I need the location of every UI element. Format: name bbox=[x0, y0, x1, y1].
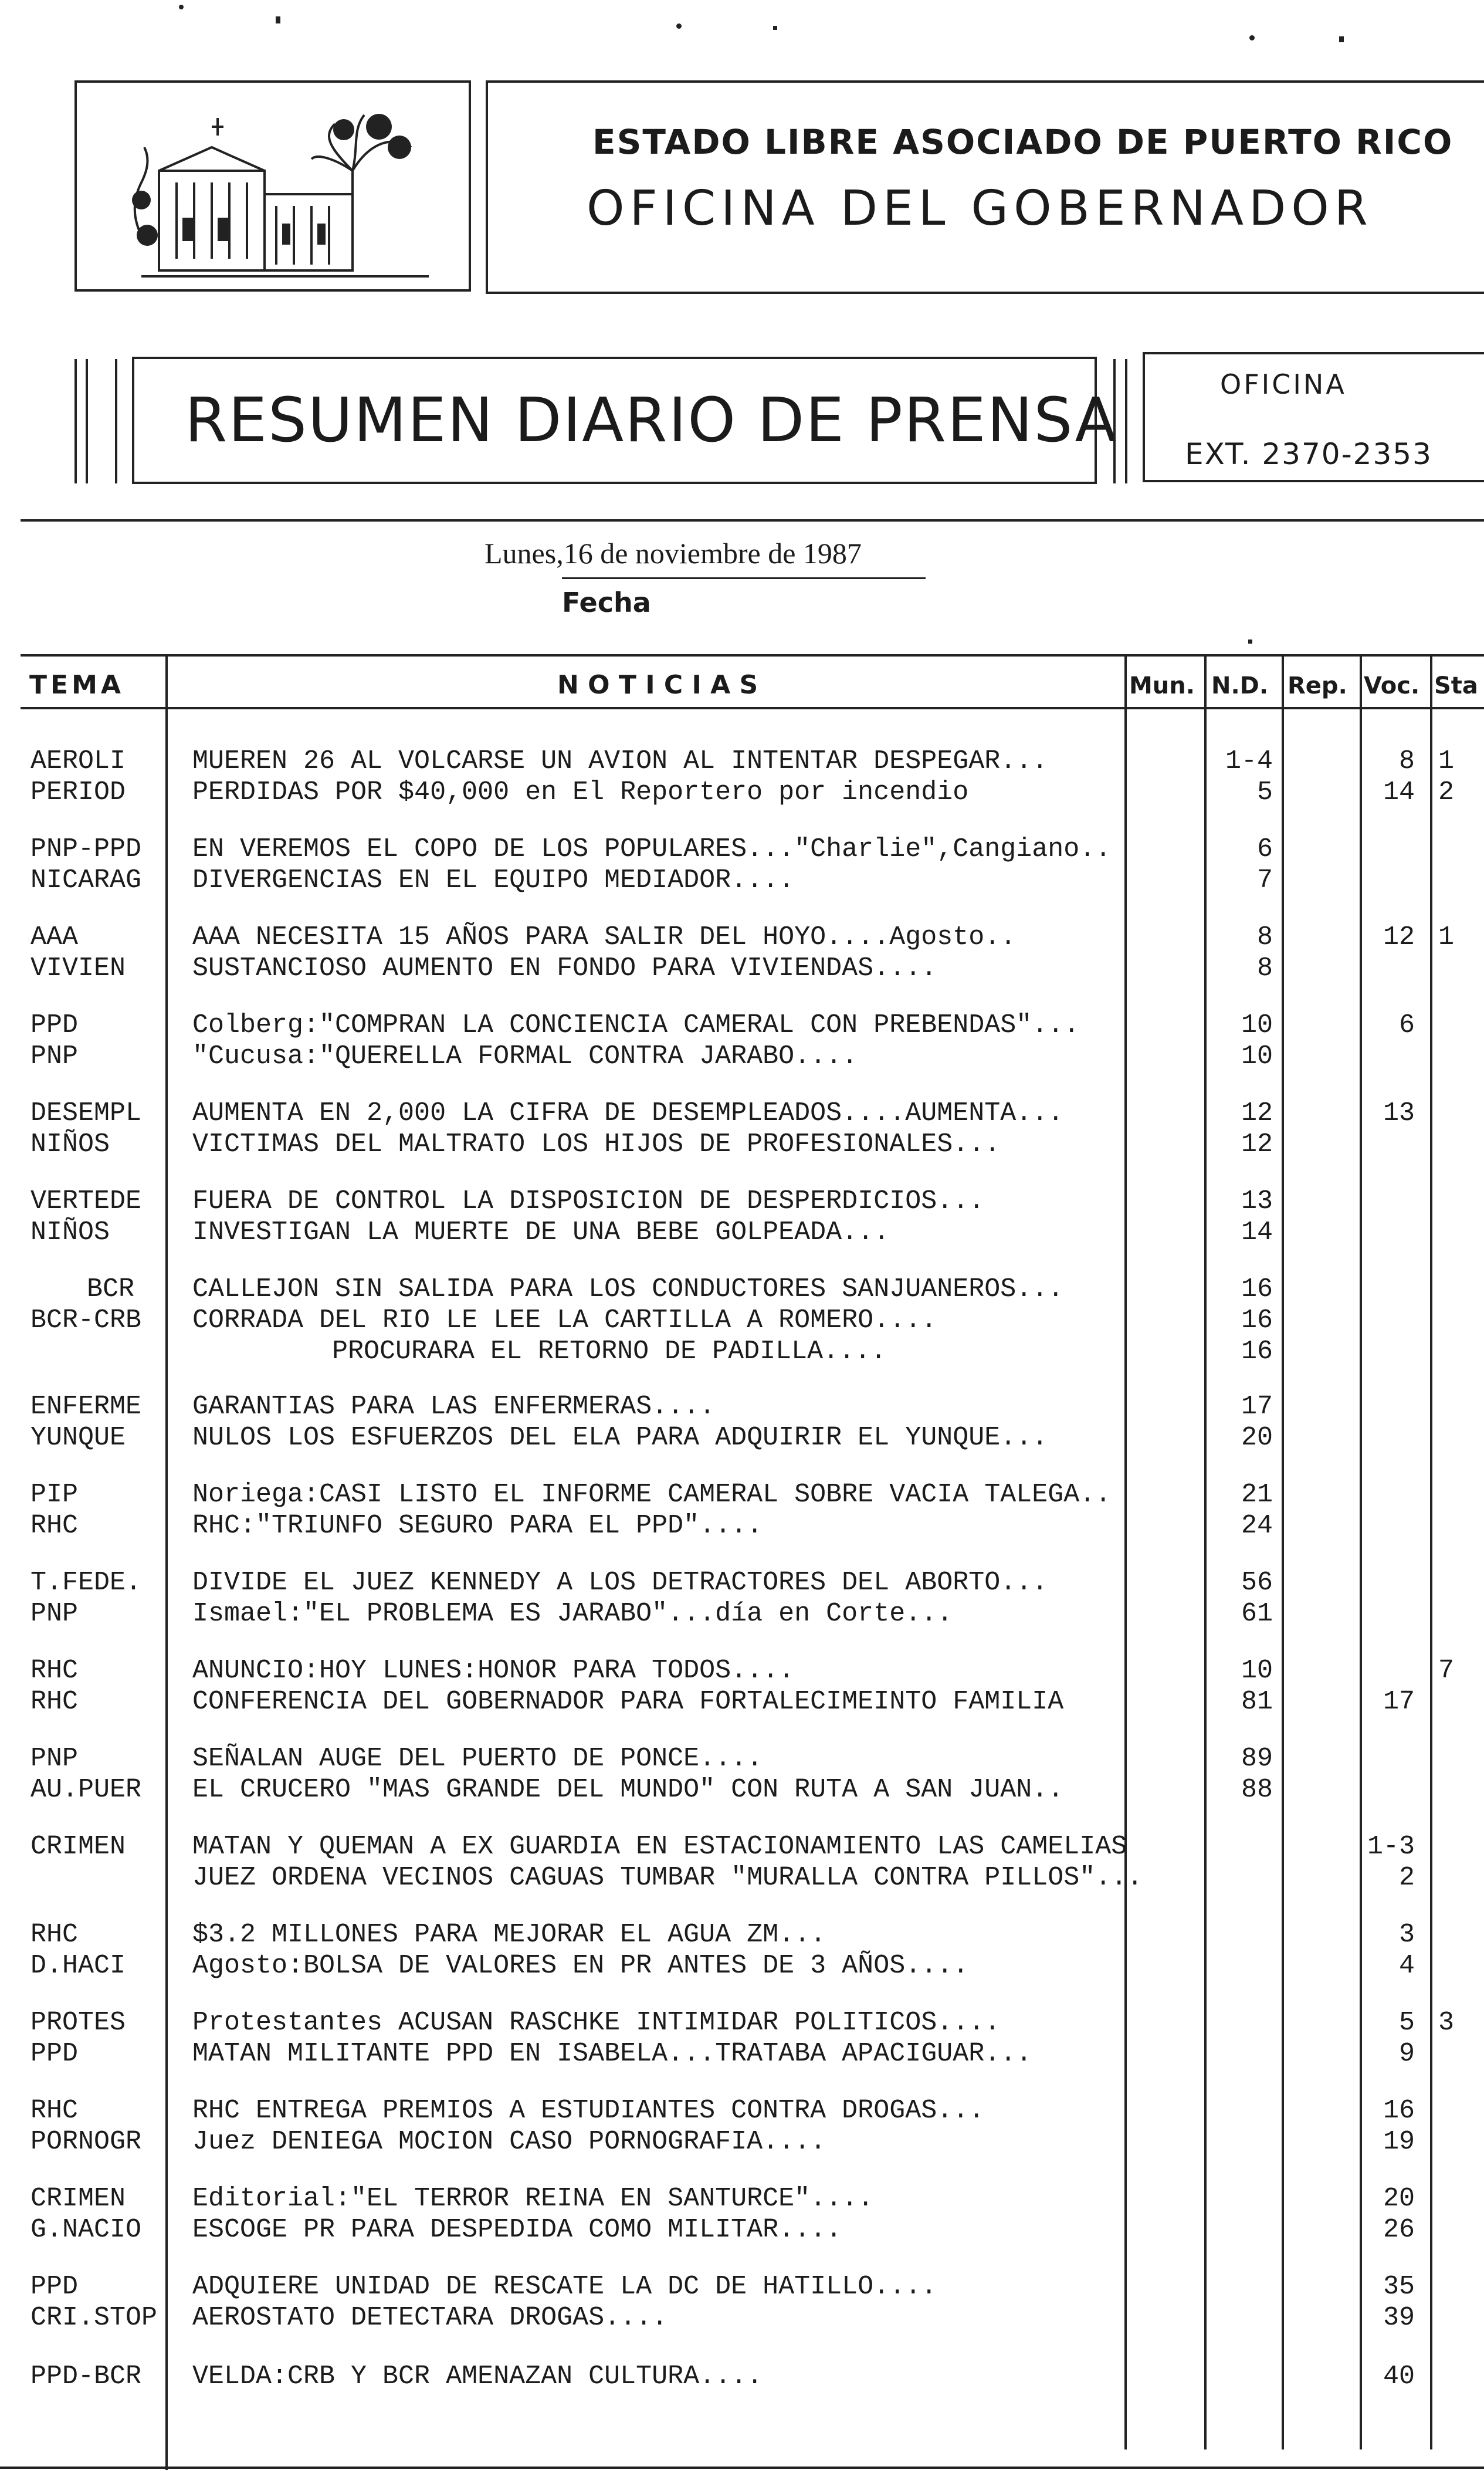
row-nd: 7 bbox=[1256, 865, 1273, 895]
row-noticia: AAA NECESITA 15 AÑOS PARA SALIR DEL HOYO....Agosto.. bbox=[192, 922, 1017, 952]
row-noticia: ADQUIERE UNIDAD DE RESCATE LA DC DE HATILLO.... bbox=[192, 2272, 937, 2302]
double-rule-left bbox=[115, 359, 117, 483]
contact-label: OFICINA bbox=[1220, 368, 1347, 400]
row-tema: CRIMEN bbox=[31, 1832, 126, 1862]
row-nd: 14 bbox=[1241, 1217, 1273, 1247]
row-noticia: AEROSTATO DETECTARA DROGAS.... bbox=[192, 2303, 668, 2333]
column-header-voc: Voc. bbox=[1364, 672, 1420, 699]
row-voc: 16 bbox=[1383, 2096, 1415, 2126]
row-voc: 9 bbox=[1398, 2039, 1415, 2069]
row-noticia: $3.2 MILLONES PARA MEJORAR EL AGUA ZM... bbox=[192, 1920, 826, 1950]
row-nd: 1-4 bbox=[1225, 746, 1273, 776]
row-noticia: ESCOGE PR PARA DESPEDIDA COMO MILITAR.... bbox=[192, 2215, 842, 2245]
row-tema: PERIOD bbox=[31, 777, 126, 807]
scan-speck bbox=[179, 5, 184, 9]
row-tema: NICARAG bbox=[31, 865, 142, 895]
header-divider bbox=[21, 519, 1484, 522]
row-tema: AAA bbox=[31, 922, 79, 952]
row-nd: 5 bbox=[1256, 777, 1273, 807]
row-nd: 88 bbox=[1241, 1775, 1273, 1805]
row-noticia: MATAN Y QUEMAN A EX GUARDIA EN ESTACIONAMIENTO LAS CAMELIAS bbox=[192, 1832, 1127, 1862]
row-tema: PPD-BCR bbox=[31, 2361, 142, 2391]
row-nd: 10 bbox=[1241, 1656, 1273, 1686]
row-nd: 16 bbox=[1241, 1337, 1273, 1366]
row-noticia: FUERA DE CONTROL LA DISPOSICION DE DESPERDICIOS... bbox=[192, 1186, 985, 1216]
row-noticia: VICTIMAS DEL MALTRATO LOS HIJOS DE PROFESIONALES... bbox=[192, 1129, 1001, 1159]
row-nd: 61 bbox=[1241, 1599, 1273, 1629]
table-header-rule bbox=[21, 707, 1484, 709]
row-sta: 2 bbox=[1438, 777, 1455, 807]
row-noticia: Protestantes ACUSAN RASCHKE INTIMIDAR POLITICOS.... bbox=[192, 2008, 1001, 2038]
row-nd: 16 bbox=[1241, 1274, 1273, 1304]
row-nd: 8 bbox=[1256, 922, 1273, 952]
report-date: Lunes,16 de noviembre de 1987 bbox=[484, 537, 862, 570]
row-sta: 3 bbox=[1438, 2008, 1455, 2038]
date-underline bbox=[562, 577, 926, 579]
row-noticia: PERDIDAS POR $40,000 en El Reportero por incendio bbox=[192, 777, 969, 807]
row-sta: 1 bbox=[1438, 922, 1455, 952]
row-tema: BCR-CRB bbox=[31, 1305, 142, 1335]
row-voc: 4 bbox=[1398, 1951, 1415, 1981]
row-tema: VERTEDE bbox=[31, 1186, 142, 1216]
row-tema: RHC bbox=[31, 1920, 79, 1950]
row-nd: 24 bbox=[1241, 1511, 1273, 1541]
row-nd: 56 bbox=[1241, 1568, 1273, 1598]
row-noticia: VELDA:CRB Y BCR AMENAZAN CULTURA.... bbox=[192, 2361, 763, 2391]
scan-speck bbox=[1339, 36, 1344, 42]
row-voc: 20 bbox=[1383, 2184, 1415, 2214]
row-tema: RHC bbox=[31, 1511, 79, 1541]
row-tema: AEROLI bbox=[31, 746, 126, 776]
row-tema: PNP bbox=[31, 1744, 79, 1774]
table-top-rule bbox=[21, 654, 1484, 657]
row-voc: 35 bbox=[1383, 2272, 1415, 2302]
row-tema: RHC bbox=[31, 1656, 79, 1686]
row-tema: VIVIEN bbox=[31, 953, 126, 983]
scan-speck bbox=[773, 26, 777, 30]
row-noticia: Juez DENIEGA MOCION CASO PORNOGRAFIA.... bbox=[192, 2127, 826, 2157]
column-header-tema: TEMA bbox=[29, 670, 124, 700]
row-sta: 1 bbox=[1438, 746, 1455, 776]
row-nd: 13 bbox=[1241, 1186, 1273, 1216]
column-header-noticias: N O T I C I A S bbox=[557, 670, 758, 700]
column-divider bbox=[1124, 654, 1127, 2449]
state-name: ESTADO LIBRE ASOCIADO DE PUERTO RICO bbox=[592, 122, 1453, 162]
contact-extension: EXT. 2370-2353 bbox=[1185, 437, 1432, 471]
row-noticia: Agosto:BOLSA DE VALORES EN PR ANTES DE 3 AÑOS.... bbox=[192, 1951, 969, 1981]
row-voc: 12 bbox=[1383, 922, 1415, 952]
row-nd: 12 bbox=[1241, 1098, 1273, 1128]
scan-speck bbox=[276, 16, 280, 23]
double-rule-right bbox=[1125, 359, 1127, 483]
row-tema: PROTES bbox=[31, 2008, 126, 2038]
row-voc: 40 bbox=[1383, 2361, 1415, 2391]
row-tema: DESEMPL bbox=[31, 1098, 142, 1128]
column-header-sta: Sta bbox=[1434, 672, 1478, 699]
row-tema: CRIMEN bbox=[31, 2184, 126, 2214]
row-noticia: Noriega:CASI LISTO EL INFORME CAMERAL SOBRE VACIA TALEGA.. bbox=[192, 1480, 1112, 1510]
row-nd: 12 bbox=[1241, 1129, 1273, 1159]
date-label: Fecha bbox=[562, 587, 651, 618]
row-tema: T.FEDE. bbox=[31, 1568, 142, 1598]
fortaleza-seal-image bbox=[77, 83, 469, 289]
row-voc: 5 bbox=[1398, 2008, 1415, 2038]
row-noticia: Colberg:"COMPRAN LA CONCIENCIA CAMERAL CON PREBENDAS"... bbox=[192, 1010, 1080, 1040]
row-voc: 1-3 bbox=[1367, 1832, 1415, 1862]
row-noticia: AUMENTA EN 2,000 LA CIFRA DE DESEMPLEADOS....AUMENTA... bbox=[192, 1098, 1064, 1128]
row-voc: 6 bbox=[1398, 1010, 1415, 1040]
column-header-mun: Mun. bbox=[1129, 672, 1195, 699]
row-noticia: DIVIDE EL JUEZ KENNEDY A LOS DETRACTORES DEL ABORTO... bbox=[192, 1568, 1048, 1598]
row-voc: 19 bbox=[1383, 2127, 1415, 2157]
row-sta: 7 bbox=[1438, 1656, 1455, 1686]
column-divider bbox=[1282, 654, 1284, 2449]
row-voc: 14 bbox=[1383, 777, 1415, 807]
row-noticia: CORRADA DEL RIO LE LEE LA CARTILLA A ROMERO.... bbox=[192, 1305, 937, 1335]
double-rule-left bbox=[86, 359, 88, 483]
row-nd: 81 bbox=[1241, 1687, 1273, 1717]
row-tema: BCR bbox=[87, 1274, 135, 1304]
column-divider bbox=[1204, 654, 1207, 2449]
row-noticia: RHC:"TRIUNFO SEGURO PARA EL PPD".... bbox=[192, 1511, 763, 1541]
scan-speck bbox=[1249, 35, 1255, 40]
row-tema: PNP bbox=[31, 1599, 79, 1629]
bulletin-title: RESUMEN DIARIO DE PRENSA bbox=[185, 384, 1118, 456]
row-nd: 16 bbox=[1241, 1305, 1273, 1335]
row-tema: AU.PUER bbox=[31, 1775, 142, 1805]
row-tema: PPD bbox=[31, 2272, 79, 2302]
row-noticia: SUSTANCIOSO AUMENTO EN FONDO PARA VIVIENDAS.... bbox=[192, 953, 937, 983]
row-tema: D.HACI bbox=[31, 1951, 126, 1981]
row-nd: 20 bbox=[1241, 1423, 1273, 1453]
row-voc: 39 bbox=[1383, 2303, 1415, 2333]
row-tema: YUNQUE bbox=[31, 1423, 126, 1453]
row-noticia: CONFERENCIA DEL GOBERNADOR PARA FORTALECIMEINTO FAMILIA bbox=[192, 1687, 1064, 1717]
row-noticia: Editorial:"EL TERROR REINA EN SANTURCE".... bbox=[192, 2184, 874, 2214]
row-nd: 10 bbox=[1241, 1010, 1273, 1040]
row-tema: RHC bbox=[31, 1687, 79, 1717]
row-voc: 3 bbox=[1398, 1920, 1415, 1950]
column-header-rep: Rep. bbox=[1288, 672, 1347, 699]
row-tema: PIP bbox=[31, 1480, 79, 1510]
row-noticia: "Cucusa:"QUERELLA FORMAL CONTRA JARABO.... bbox=[192, 1041, 858, 1071]
row-noticia: PROCURARA EL RETORNO DE PADILLA.... bbox=[332, 1337, 887, 1366]
row-voc: 2 bbox=[1398, 1863, 1415, 1893]
scan-speck bbox=[1248, 640, 1252, 644]
row-voc: 13 bbox=[1383, 1098, 1415, 1128]
row-noticia: Ismael:"EL PROBLEMA ES JARABO"...día en Corte... bbox=[192, 1599, 953, 1629]
row-noticia: NULOS LOS ESFUERZOS DEL ELA PARA ADQUIRIR EL YUNQUE... bbox=[192, 1423, 1048, 1453]
table-bottom-rule bbox=[0, 2467, 1484, 2469]
row-nd: 89 bbox=[1241, 1744, 1273, 1774]
row-noticia: DIVERGENCIAS EN EL EQUIPO MEDIADOR.... bbox=[192, 865, 795, 895]
row-tema: CRI.STOP bbox=[31, 2303, 158, 2333]
row-noticia: SEÑALAN AUGE DEL PUERTO DE PONCE.... bbox=[192, 1744, 763, 1774]
column-header-nd: N.D. bbox=[1211, 672, 1269, 699]
office-name: OFICINA DEL GOBERNADOR bbox=[587, 181, 1373, 236]
row-nd: 21 bbox=[1241, 1480, 1273, 1510]
row-noticia: GARANTIAS PARA LAS ENFERMERAS.... bbox=[192, 1392, 716, 1422]
row-noticia: MUEREN 26 AL VOLCARSE UN AVION AL INTENTAR DESPEGAR... bbox=[192, 746, 1048, 776]
column-divider bbox=[1430, 654, 1432, 2449]
double-rule-right bbox=[1113, 359, 1116, 483]
scan-speck bbox=[676, 23, 682, 29]
row-noticia: CALLEJON SIN SALIDA PARA LOS CONDUCTORES SANJUANEROS... bbox=[192, 1274, 1064, 1304]
row-nd: 6 bbox=[1256, 834, 1273, 864]
row-tema: RHC bbox=[31, 2096, 79, 2126]
row-tema: PNP-PPD bbox=[31, 834, 142, 864]
row-noticia: ANUNCIO:HOY LUNES:HONOR PARA TODOS.... bbox=[192, 1656, 795, 1686]
row-nd: 8 bbox=[1256, 953, 1273, 983]
column-divider bbox=[165, 654, 168, 2470]
row-noticia: EN VEREMOS EL COPO DE LOS POPULARES..."Charlie",Cangiano.. bbox=[192, 834, 1112, 864]
row-noticia: JUEZ ORDENA VECINOS CAGUAS TUMBAR "MURALLA CONTRA PILLOS"... bbox=[192, 1863, 1143, 1893]
row-tema: PPD bbox=[31, 2039, 79, 2069]
row-tema: G.NACIO bbox=[31, 2215, 142, 2245]
row-tema: NIÑOS bbox=[31, 1129, 110, 1159]
row-tema: PNP bbox=[31, 1041, 79, 1071]
row-nd: 10 bbox=[1241, 1041, 1273, 1071]
column-divider bbox=[1360, 654, 1362, 2449]
row-noticia: RHC ENTREGA PREMIOS A ESTUDIANTES CONTRA DROGAS... bbox=[192, 2096, 985, 2126]
seal-frame bbox=[74, 80, 471, 292]
row-voc: 17 bbox=[1383, 1687, 1415, 1717]
row-tema: ENFERME bbox=[31, 1392, 142, 1422]
row-tema: PPD bbox=[31, 1010, 79, 1040]
row-nd: 17 bbox=[1241, 1392, 1273, 1422]
row-noticia: EL CRUCERO "MAS GRANDE DEL MUNDO" CON RUTA A SAN JUAN.. bbox=[192, 1775, 1064, 1805]
row-tema: PORNOGR bbox=[31, 2127, 142, 2157]
double-rule-left bbox=[74, 359, 77, 483]
row-voc: 8 bbox=[1398, 746, 1415, 776]
row-noticia: MATAN MILITANTE PPD EN ISABELA...TRATABA APACIGUAR... bbox=[192, 2039, 1032, 2069]
row-voc: 26 bbox=[1383, 2215, 1415, 2245]
row-noticia: INVESTIGAN LA MUERTE DE UNA BEBE GOLPEADA... bbox=[192, 1217, 890, 1247]
row-tema: NIÑOS bbox=[31, 1217, 110, 1247]
